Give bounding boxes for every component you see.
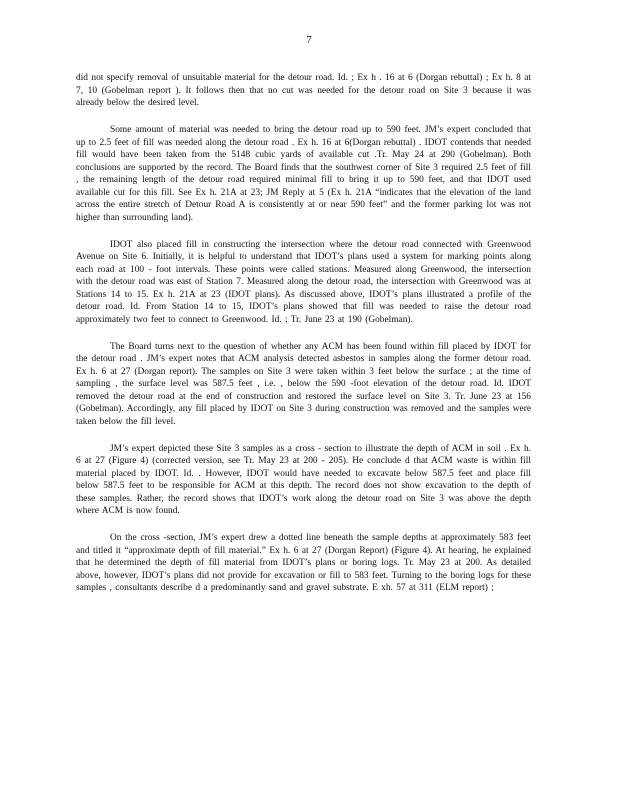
paragraph-2: Some amount of material was needed to bring the detour road up to 590 feet. JM’s expert concluded that up to 2.5 feet of fill was needed along the detour road . Ex h. 16 at 6(Dorgan rebuttal) . IDOT contends that needed fill would have been taken from the 5148 cubic yards of available cut .Tr. May 24 at 290 (Gobelman). Both conclusions are supported by the record. The Board finds that the southwest corner of Site 3 required 2.5 feet of fill , the remaining length of the detour road required minimal fill to bring it up to 590 feet, and that IDOT used available cut for this fill. See Ex h. 21A at 23; JM Reply at 5 (Ex h. 21A “indicates that the elevation of the land across the entire stretch of Detour Road A is consistently at or near 590 feet” and the former parking lot was not higher than surrounding land). [76,125,531,223]
paragraph-4: The Board turns next to the question of whether any ACM has been found within fill placed by IDOT for the detour road . JM’s expert notes that ACM analysis detected asbestos in samples along the former detour road. Ex h. 6 at 27 (Dorgan report). The samples on Site 3 were taken within 3 feet below the surface ; at the time of sampling , the surface level was 587.5 feet , i.e. , below the 590 -foot elevation of the detour road. Id. IDOT removed the detour road at the end of construction and restored the surface level on Site 3. Tr. June 23 at 156 (Gobelman). Accordingly, any fill placed by IDOT on Site 3 during construction was removed and the samples were taken below the fill level. [76,341,531,427]
paragraph-6: On the cross -section, JM’s expert drew a dotted line beneath the sample depths at approximately 583 feet and titled it “approximate depth of fill material.” Ex h. 6 at 27 (Dorgan Report) (Figure 4). At hearing, he explained that he determined the depth of fill material from IDOT’s plans or boring logs. Tr. May 23 at 200. As detailed above, however, IDOT’s plans did not provide for excavation or fill to 583 feet. Turning to the boring logs for these samples , consultants describe d a predominantly sand and gravel substrate. E xh. 57 at 311 (ELM report) ; [76,533,531,593]
document-body [76,72,531,609]
paragraph-5: JM’s expert depicted these Site 3 samples as a cross - section to illustrate the depth of ACM in soil . Ex h. 6 at 27 (Figure 4) (corrected version, see Tr. May 23 at 200 - 205). He conclude d that ACM waste is within fill material placed by IDOT. Id. . However, IDOT would have needed to excavate below 587.5 feet and place fill below 587.5 feet to be responsible for ACM at this depth. The record does not show excavation to the depth of these samples. Rather, the record shows that IDOT’s work along the detour road on Site 3 was above the depth where ACM is now found. [76,443,531,516]
page-number: 7 [306,34,312,46]
paragraph-3: IDOT also placed fill in constructing the intersection where the detour road connected with Greenwood Avenue on Site 6. Initially, it is helpful to understand that IDOT’s plans used a system for marking points along each road at 100 - foot intervals. These points were called stations. Measured along Greenwood, the intersection with the detour road was east of Station 7. Measured along the detour road, the intersection with Greenwood was at Stations 14 to 15. Ex h. 21A at 23 (IDOT plans). As discussed above, IDOT’s plans illustrated a profile of the detour road. Id. From Station 14 to 15, IDOT’s plans showed that fill was needed to raise the detour road approximately two feet to connect to Greenwood. Id. ; Tr. June 23 at 190 (Gobelman). [76,239,531,325]
paragraph-1: did not specify removal of unsuitable material for the detour road. Id. ; Ex h . 16 at 6 (Dorgan rebuttal) ; Ex h. 8 at 7, 10 (Gobelman report ). It follows then that no cut was needed for the detour road on Site 3 because it was already below the desired level. [76,73,531,108]
